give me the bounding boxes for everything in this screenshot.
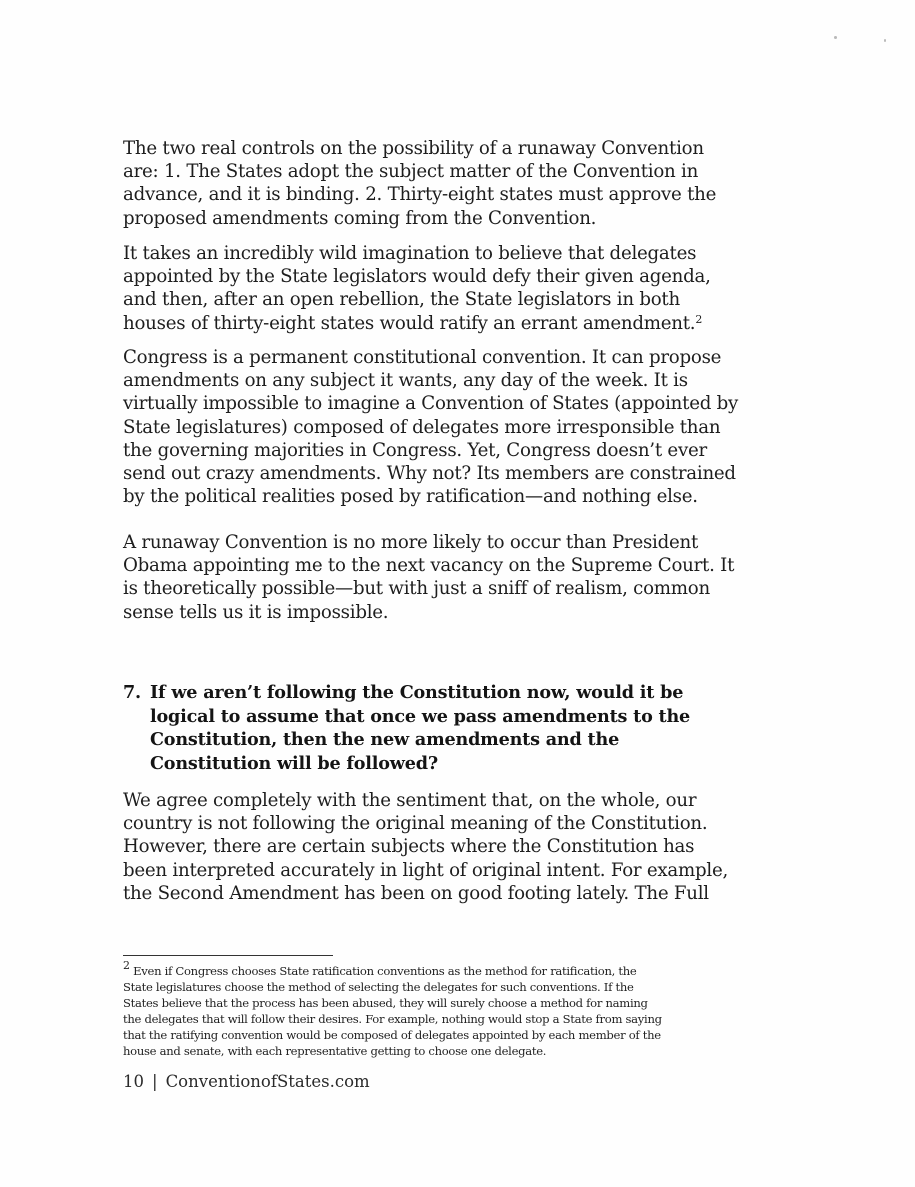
paragraph-runaway-controls: [123, 137, 716, 230]
text-line: virtually impossible to imagine a Convention of States (appointed by: [123, 393, 739, 415]
scan-speck: [834, 36, 837, 39]
heading-line: Constitution, then the new amendments and the: [150, 729, 620, 750]
footnote-divider: [123, 955, 333, 956]
text-line: We agree completely with the sentiment that, on the whole, our: [123, 790, 697, 811]
scan-speck: [884, 39, 886, 42]
text-line: sense tells us it is impossible.: [123, 601, 389, 623]
text-line: send out crazy amendments. Why not? Its members are constrained: [123, 462, 736, 484]
text-line: by the political realities posed by ratification—and nothing else.: [123, 486, 698, 508]
text-line: Obama appointing me to the next vacancy on the Supreme Court. It: [123, 555, 735, 577]
heading-line: Constitution will be followed?: [150, 752, 438, 774]
text-line: The two real controls on the possibility of a runaway Convention: [123, 138, 704, 159]
footnote-line: the delegates that will follow their desires. For example, nothing would stop a State from saying: [123, 1012, 662, 1027]
question-number: 7.: [123, 682, 141, 703]
text-line: advance, and it is binding. 2. Thirty-eight states must approve the: [123, 184, 717, 206]
text-line: is theoretically possible—but with just a sniff of realism, common: [123, 578, 710, 600]
heading-line: If we aren’t following the Constitution now, would it be: [150, 682, 684, 703]
footnote: [123, 959, 662, 1060]
text-line: and then, after an open rebellion, the State legislators in both: [123, 289, 680, 311]
footnote-line: that the ratifying convention would be composed of delegates appointed by each member of the: [123, 1028, 661, 1043]
paragraph-following-constitution: [123, 789, 728, 905]
text-line: It takes an incredibly wild imagination to believe that delegates: [123, 243, 697, 264]
footer-site-link[interactable]: ConventionofStates.com: [165, 1072, 370, 1091]
text-line: Congress is a permanent constitutional convention. It can propose: [123, 347, 722, 368]
footer-separator: |: [152, 1072, 158, 1091]
text-line: A runaway Convention is no more likely to occur than President: [123, 532, 699, 553]
footnote-line: [123, 959, 662, 979]
text-line: country is not following the original meaning of the Constitution.: [123, 813, 708, 835]
footnote-line: house and senate, with each representative getting to choose one delegate.: [123, 1044, 547, 1059]
text-line: appointed by the State legislators would defy their given agenda,: [123, 266, 711, 288]
text-line: amendments on any subject it wants, any day of the week. It is: [123, 370, 688, 392]
page-number: 10: [123, 1072, 144, 1091]
heading-line: logical to assume that once we pass amendments to the: [150, 705, 691, 727]
question-heading: [123, 681, 690, 775]
footnote-line: State legislatures choose the method of selecting the delegates for such conventions. If the: [123, 980, 634, 995]
text-line: proposed amendments coming from the Convention.: [123, 207, 597, 229]
text-line: State legislatures) composed of delegates more irresponsible than: [123, 416, 721, 438]
text-line: the governing majorities in Congress. Yet, Congress doesn’t ever: [123, 439, 707, 461]
text-line: However, there are certain subjects where the Constitution has: [123, 836, 695, 858]
footnote-marker: 2: [123, 959, 130, 972]
text-line: been interpreted accurately in light of original intent. For example,: [123, 859, 728, 881]
text-line-content: houses of thirty-eight states would ratify an errant amendment.: [123, 312, 696, 334]
paragraph-congress-convention: [123, 346, 738, 508]
text-line: the Second Amendment has been on good footing lately. The Full: [123, 882, 709, 904]
page-footer: [123, 1072, 370, 1091]
paragraph-wild-imagination: [123, 242, 711, 335]
footnote-reference[interactable]: 2: [695, 312, 703, 326]
text-line: are: 1. The States adopt the subject matter of the Convention in: [123, 161, 699, 183]
footnote-line: States believe that the process has been abused, they will surely choose a method for naming: [123, 996, 648, 1011]
paragraph-runaway-likelihood: [123, 531, 734, 624]
footnote-line-content: Even if Congress chooses State ratification conventions as the method for ratification, the: [129, 964, 637, 978]
text-line: [123, 312, 711, 335]
